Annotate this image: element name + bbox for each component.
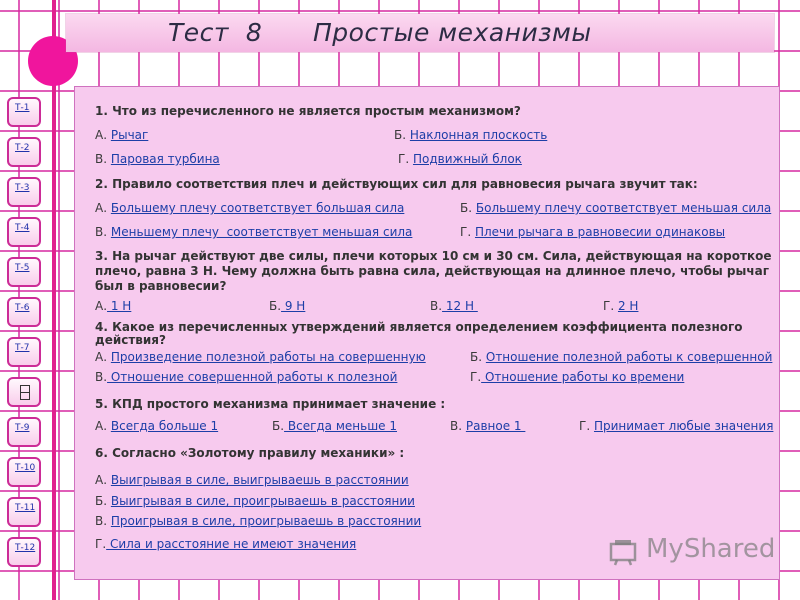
option-letter: Г.: [95, 537, 107, 551]
option-link[interactable]: Принимает любые значения: [593, 419, 774, 433]
option-letter: В.: [450, 419, 463, 433]
option-letter: Г.: [398, 152, 410, 166]
option-letter: В.: [95, 152, 108, 166]
nav-button-t5[interactable]: Т-5: [7, 257, 41, 287]
nav-button-t10[interactable]: Т-10: [7, 457, 41, 487]
nav-button-t7[interactable]: Т-7: [7, 337, 41, 367]
option-letter: А.: [95, 419, 108, 433]
option-letter: Г.: [460, 225, 472, 239]
option-letter: Б.: [95, 494, 108, 508]
left-vertical-line: [52, 0, 56, 600]
option-letter: В.: [95, 514, 108, 528]
page-title: Тест 8 Простые механизмы: [168, 18, 592, 47]
nav-button-t2[interactable]: Т-2: [7, 137, 41, 167]
option-letter: В.: [95, 370, 108, 384]
option-1d[interactable]: [398, 152, 522, 166]
option-3d[interactable]: [603, 299, 638, 313]
option-6d[interactable]: [95, 537, 356, 551]
option-link[interactable]: Паровая турбина: [110, 152, 220, 166]
question-6: 6. Согласно «Золотому правилу механики» :: [95, 446, 405, 460]
watermark-text: MyShared: [646, 534, 776, 564]
question-3-line-2: плечо, равна 3 Н. Чему должна быть равна сила, действующая на длинное плечо, чтобы рычаг: [95, 264, 769, 278]
option-link[interactable]: Большему плечу соответствует меньшая сила: [475, 201, 772, 215]
question-1: 1. Что из перечисленного не является простым механизмом?: [95, 104, 521, 118]
option-link[interactable]: Отношение полезной работы к совершенной: [485, 350, 773, 364]
option-link[interactable]: Выигрывая в силе, выигрываешь в расстоянии: [110, 473, 409, 487]
option-2d[interactable]: [460, 225, 725, 239]
option-1c[interactable]: [95, 152, 220, 166]
nav-button-t6[interactable]: Т-6: [7, 297, 41, 327]
option-letter: Б.: [269, 299, 282, 313]
option-5b[interactable]: [272, 419, 397, 433]
option-letter: А.: [95, 299, 108, 313]
question-3-line-1: 3. На рычаг действуют две силы, плечи которых 10 см и 30 см. Сила, действующая на короткое: [95, 249, 772, 263]
option-5a[interactable]: [95, 419, 218, 433]
nav-button-t9[interactable]: Т-9: [7, 417, 41, 447]
option-letter: А.: [95, 350, 108, 364]
option-2c[interactable]: [95, 225, 412, 239]
option-letter: А.: [95, 473, 108, 487]
option-link[interactable]: Всегда меньше 1: [284, 419, 398, 433]
option-letter: Б.: [394, 128, 407, 142]
option-link[interactable]: Отношение работы ко времени: [481, 370, 685, 384]
question-3-line-3: был в равновесии?: [95, 279, 227, 293]
nav-button-t1[interactable]: Т-1: [7, 97, 41, 127]
option-3a[interactable]: [95, 299, 131, 313]
option-letter: В.: [95, 225, 108, 239]
option-4c[interactable]: [95, 370, 397, 384]
option-letter: А.: [95, 201, 108, 215]
option-link[interactable]: Отношение совершенной работы к полезной: [107, 370, 398, 384]
option-5c[interactable]: [450, 419, 525, 433]
option-3c[interactable]: [430, 299, 478, 313]
nav-button-t3[interactable]: Т-3: [7, 177, 41, 207]
option-letter: Г.: [470, 370, 482, 384]
option-link[interactable]: 9 Н: [281, 299, 306, 313]
option-link[interactable]: Всегда больше 1: [110, 419, 219, 433]
option-3b[interactable]: [269, 299, 305, 313]
option-link[interactable]: Равное 1: [465, 419, 526, 433]
option-6a[interactable]: [95, 473, 409, 487]
option-letter: Г.: [579, 419, 591, 433]
nav-button-t11[interactable]: Т-11: [7, 497, 41, 527]
nav-button-t12[interactable]: Т-12: [7, 537, 41, 567]
nav-button-t8[interactable]: [7, 377, 41, 407]
option-link[interactable]: Выигрывая в силе, проигрываешь в расстоянии: [110, 494, 415, 508]
option-4b[interactable]: [470, 350, 772, 364]
option-letter: Б.: [272, 419, 285, 433]
option-link[interactable]: 2 Н: [617, 299, 639, 313]
option-link[interactable]: Рычаг: [110, 128, 149, 142]
option-1b[interactable]: [394, 128, 547, 142]
option-6c[interactable]: [95, 514, 421, 528]
option-letter: В.: [430, 299, 443, 313]
option-link[interactable]: 12 Н: [442, 299, 478, 313]
option-link[interactable]: Большему плечу соответствует большая сила: [110, 201, 405, 215]
option-1a[interactable]: [95, 128, 148, 142]
option-letter: Б.: [470, 350, 483, 364]
option-2a[interactable]: [95, 201, 404, 215]
question-2: 2. Правило соответствия плеч и действующих сил для равновесия рычага звучит так:: [95, 177, 698, 191]
watermark-icon: [609, 538, 637, 566]
question-5: 5. КПД простого механизма принимает значение :: [95, 397, 446, 411]
option-link[interactable]: 1 Н: [107, 299, 132, 313]
question-4-line-1: 4. Какое из перечисленных утверждений является определением коэффициента полезного: [95, 320, 743, 334]
home-icon: [20, 385, 30, 400]
option-4d[interactable]: [470, 370, 684, 384]
option-link[interactable]: Меньшему плечу соответствует меньшая сила: [110, 225, 413, 239]
option-link[interactable]: Плечи рычага в равновесии одинаковы: [474, 225, 726, 239]
nav-button-t4[interactable]: Т-4: [7, 217, 41, 247]
option-6b[interactable]: [95, 494, 415, 508]
option-letter: А.: [95, 128, 108, 142]
option-letter: Б.: [460, 201, 473, 215]
question-4-line-2: действия?: [95, 333, 166, 347]
option-5d[interactable]: [579, 419, 773, 433]
option-link[interactable]: Произведение полезной работы на совершенную: [110, 350, 426, 364]
option-link[interactable]: Сила и расстояние не имеют значения: [106, 537, 357, 551]
option-link[interactable]: Наклонная плоскость: [409, 128, 548, 142]
option-2b[interactable]: [460, 201, 771, 215]
option-link[interactable]: Подвижный блок: [412, 152, 522, 166]
option-letter: Г.: [603, 299, 615, 313]
option-link[interactable]: Проигрывая в силе, проигрываешь в расстоянии: [110, 514, 422, 528]
option-4a[interactable]: [95, 350, 426, 364]
